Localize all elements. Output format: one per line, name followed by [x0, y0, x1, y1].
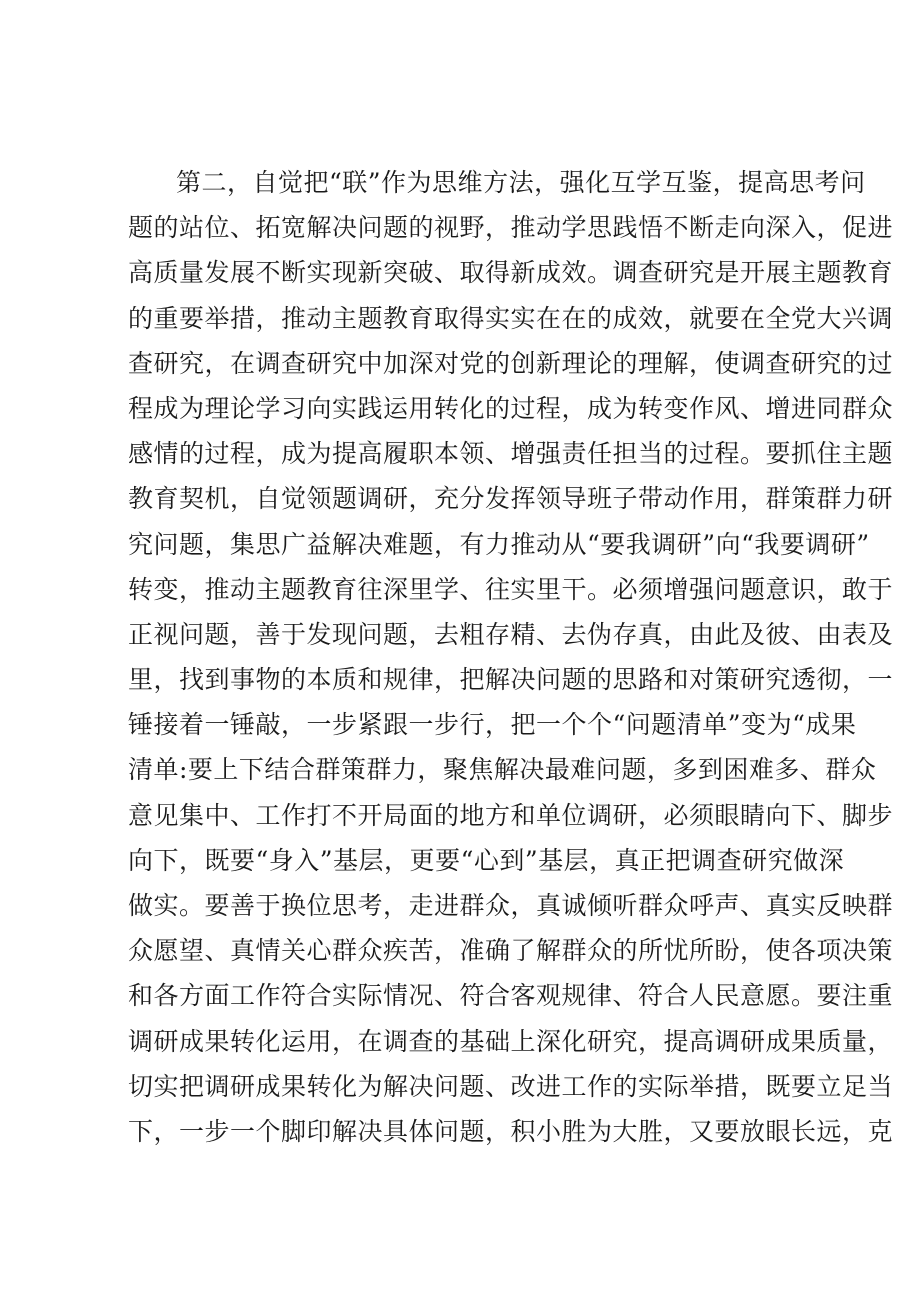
text-line: 清单:要上下结合群策群力，聚焦解决最难问题，多到困难多、群众: [128, 755, 877, 785]
text-line: 向下，既要“身入”基层，更要“心到”基层，真正把调查研究做深: [128, 845, 845, 875]
text-line: 查研究，在调查研究中加深对党的创新理论的理解，使调查研究的过: [128, 348, 894, 378]
text-line: 第二，自觉把“联”作为思维方法，强化互学互鉴，提高思考问: [176, 168, 866, 197]
text-line: 切实把调研成果转化为解决问题、改进工作的实际举措，既要立足当: [128, 1071, 894, 1101]
text-line: 调研成果转化运用，在调查的基础上深化研究，提高调研成果质量，: [128, 1026, 894, 1056]
text-line: 里，找到事物的本质和规律，把解决问题的思路和对策研究透彻，一: [128, 665, 894, 695]
text-line: 下，一步一个脚印解决具体问题，积小胜为大胜，又要放眼长远，克: [128, 1116, 894, 1146]
text-line: 众愿望、真情关心群众疾苦，准确了解群众的所忧所盼，使各项决策: [128, 936, 894, 966]
text-line: 高质量发展不断实现新突破、取得新成效。调查研究是开展主题教育: [128, 258, 894, 288]
body-paragraph: [128, 160, 894, 1154]
text-line: 题的站位、拓宽解决问题的视野，推动学思践悟不断走向深入，促进: [128, 213, 894, 243]
text-line: 和各方面工作符合实际情况、符合客观规律、符合人民意愿。要注重: [128, 981, 894, 1011]
text-line: 的重要举措，推动主题教育取得实实在在的成效，就要在全党大兴调: [128, 303, 894, 333]
text-line: 转变，推动主题教育往深里学、往实里干。必须增强问题意识，敢于: [128, 574, 894, 604]
text-line: 感情的过程，成为提高履职本领、增强责任担当的过程。要抓住主题: [128, 439, 894, 469]
text-line: 锤接着一锤敲，一步紧跟一步行，把一个个“问题清单”变为“成果: [128, 710, 857, 740]
text-line: 程成为理论学习向实践运用转化的过程，成为转变作风、增进同群众: [128, 393, 894, 423]
text-line: 教育契机，自觉领题调研，充分发挥领导班子带动作用，群策群力研: [128, 484, 894, 514]
text-line: 做实。要善于换位思考，走进群众，真诚倾听群众呼声、真实反映群: [128, 891, 894, 920]
text-line: 意见集中、工作打不开局面的地方和单位调研，必须眼睛向下、脚步: [128, 800, 894, 830]
text-line: 究问题，集思广益解决难题，有力推动从“要我调研”向“我要调研”: [128, 529, 870, 559]
text-line: 正视问题，善于发现问题，去粗存精、去伪存真，由此及彼、由表及: [128, 619, 894, 649]
